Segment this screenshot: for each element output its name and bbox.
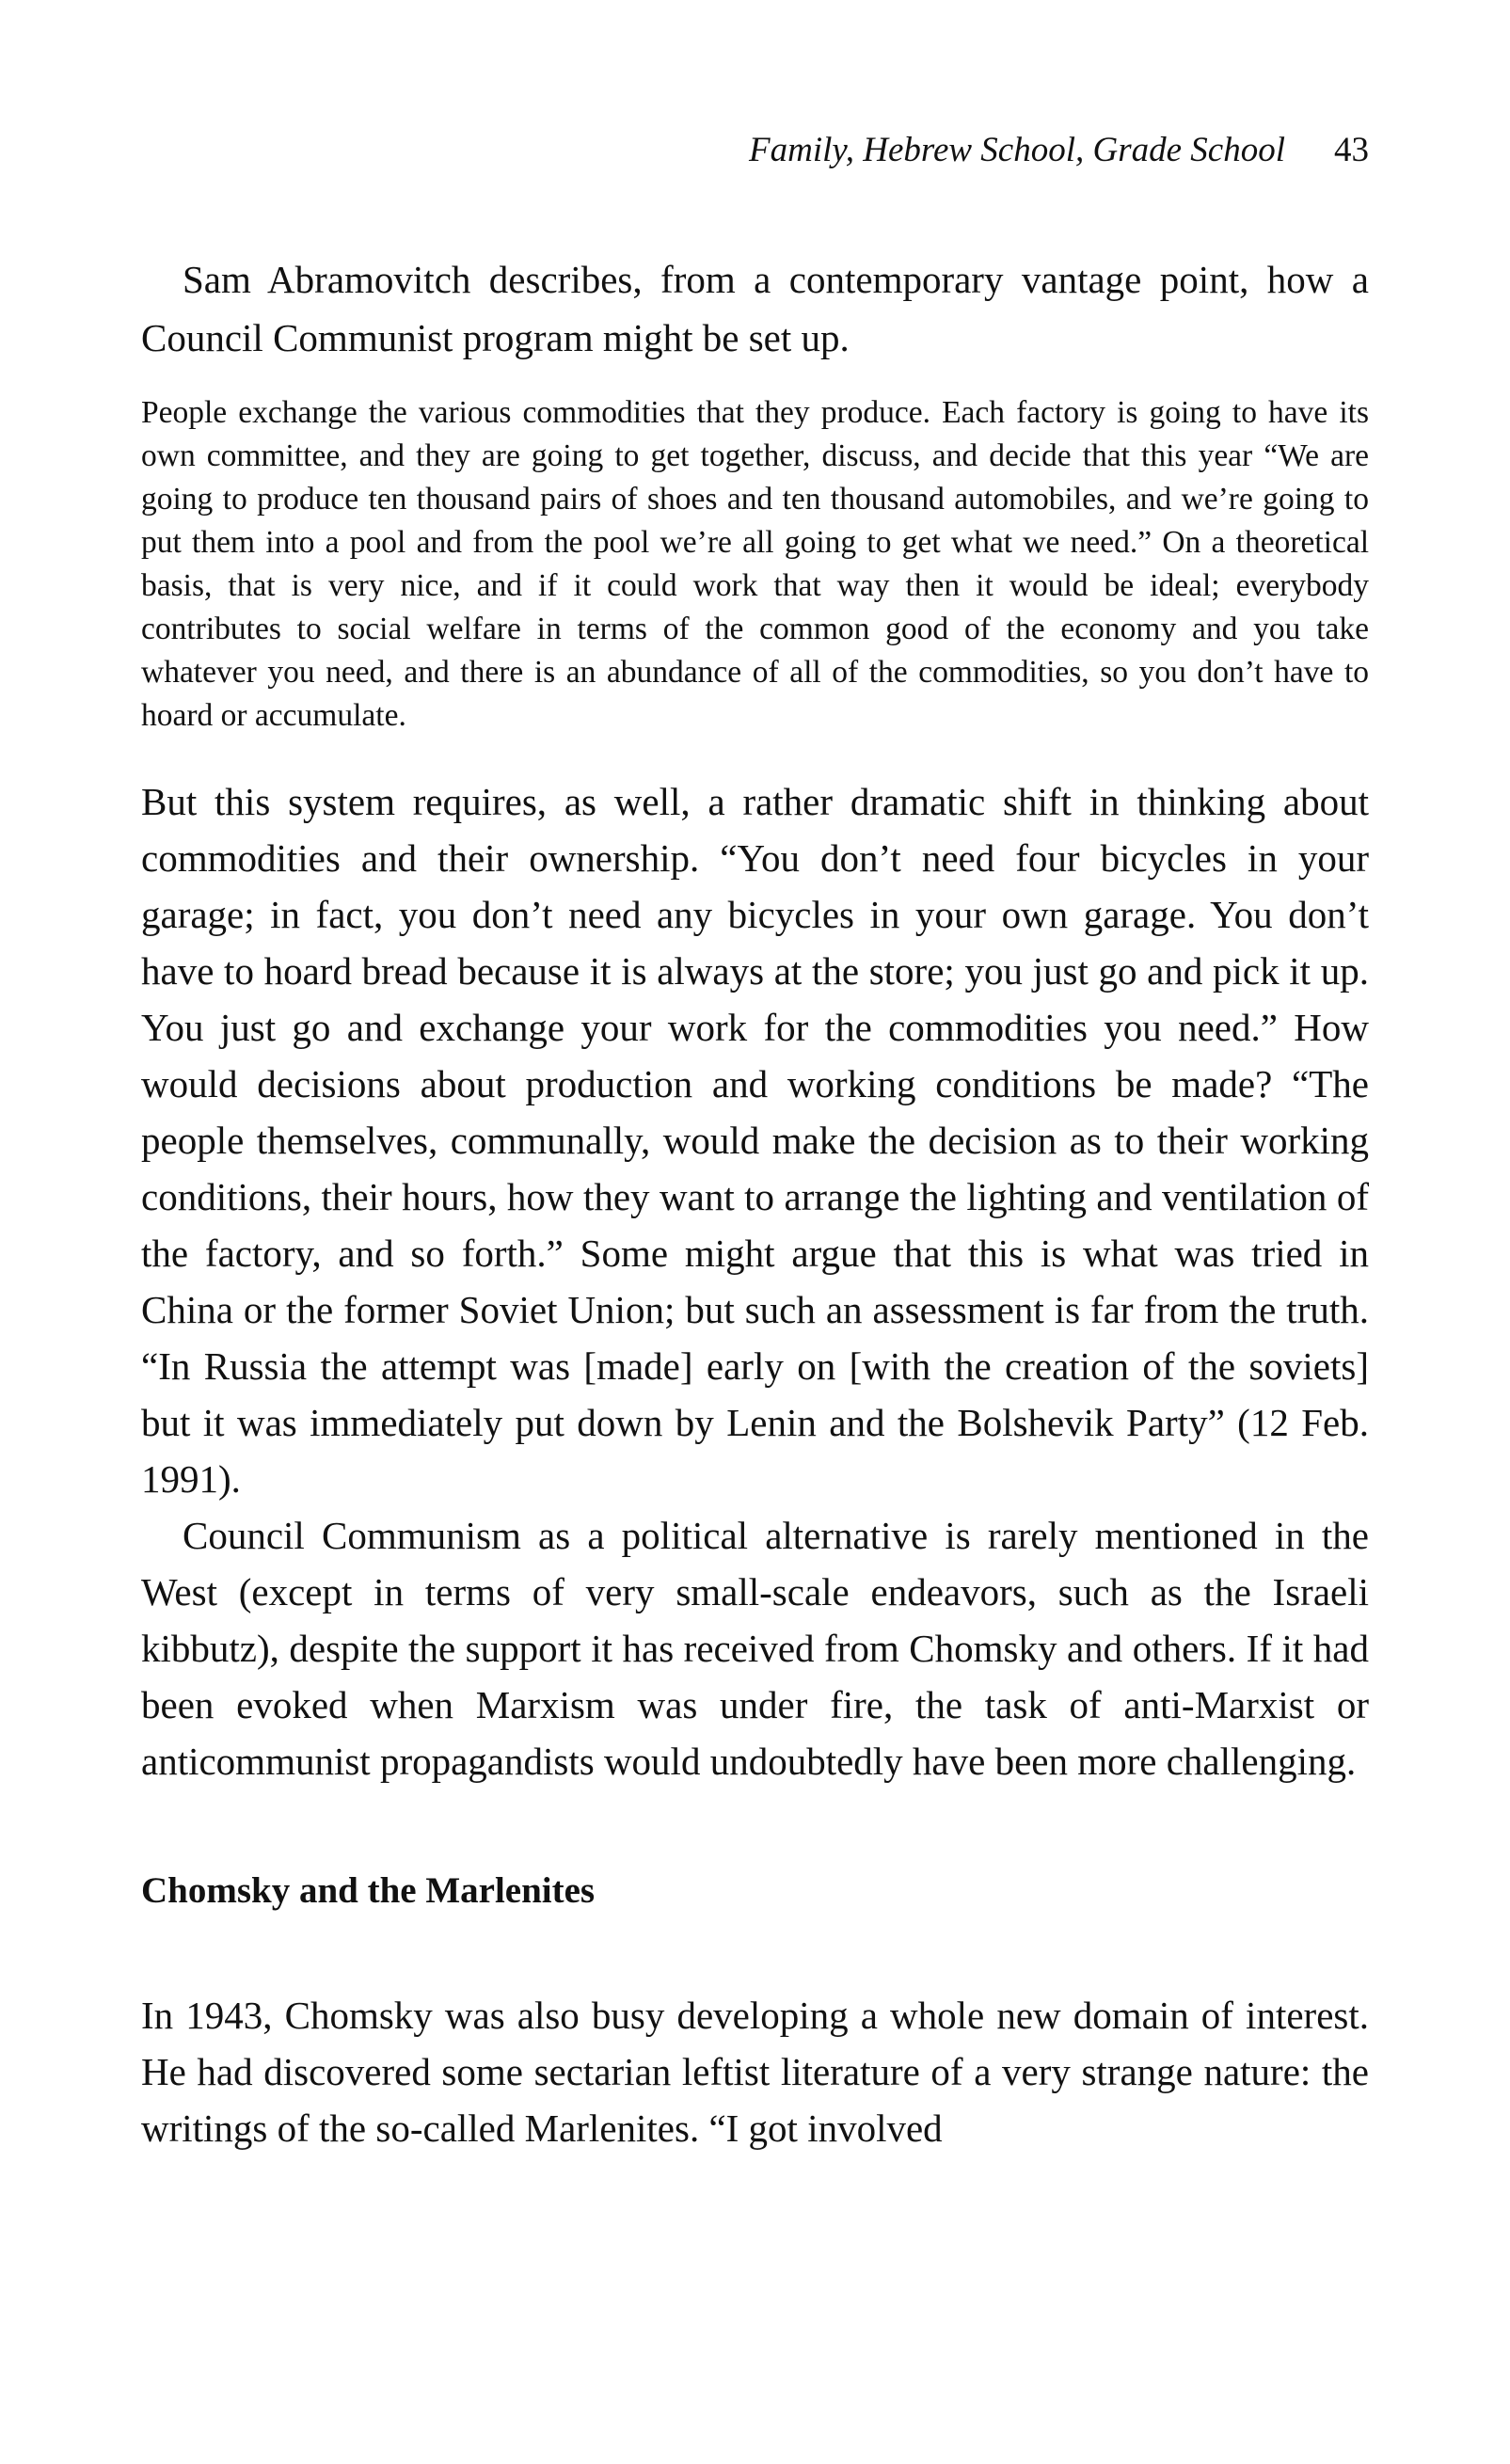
section-heading: Chomsky and the Marlenites bbox=[141, 1870, 596, 1911]
page-body bbox=[141, 250, 1369, 2156]
page-number: 43 bbox=[1334, 131, 1369, 169]
intro-paragraph: Sam Abramovitch describes, from a contemporary vantage point, how a Council Communist program might be set up. bbox=[141, 258, 1369, 359]
body-paragraph: But this system requires, as well, a rather dramatic shift in thinking about commodities and their ownership. “You don’t need four bicycles in your garage; in fact, you don’t need any bicycles in your own garage. You don’t have to hoard bread because it is always at the store; you just go and pick it up. You just go and exchange your work for the commodities you need.” How would decisions about production and working conditions be made? “The people themselves, communally, would make the decision as to their working conditions, their hours, how they want to arrange the lighting and ventilation of the factory, and so forth.” Some might argue that this is what was tried in China or the former Soviet Union; but such an assessment is far from the truth. “In Russia the attempt was [made] early on [with the creation of the soviets] but it was immediately put down by Lenin and the Bolshevik Party” (12 Feb. 1991). bbox=[141, 780, 1369, 1501]
block-quote: People exchange the various commodities that they produce. Each factory is going to have its own committee, and they are going to get together, discuss, and decide that this year “We are going to produce ten thousand pairs of shoes and ten thousand automobiles, and we’re going to put them into a pool and from the pool we’re all going to get what we need.” On a theoretical basis, that is very nice, and if it could work that way then it would be ideal; everybody contributes to social welfare in terms of the common good of the economy and you take whatever you need, and there is an abundance of all of the commodities, so you don’t have to hoard or accumulate. bbox=[141, 395, 1369, 733]
running-title: Family, Hebrew School, Grade School bbox=[749, 131, 1285, 169]
body-paragraph: Council Communism as a political alternative is rarely mentioned in the West (except in terms of very small-scale endeavors, such as the Israeli kibbutz), despite the support it has received from Chomsky and others. If it had been evoked when Marxism was under fire, the task of anti-Marxist or anticommunist propagandists would undoubtedly have been more challenging. bbox=[141, 1514, 1369, 1783]
section-first-paragraph: In 1943, Chomsky was also busy developing a whole new domain of interest. He had discovered some sectarian leftist literature of a very strange nature: the writings of the so-called Marlenites. “I got involved bbox=[141, 1994, 1369, 2150]
running-header bbox=[141, 130, 1369, 170]
